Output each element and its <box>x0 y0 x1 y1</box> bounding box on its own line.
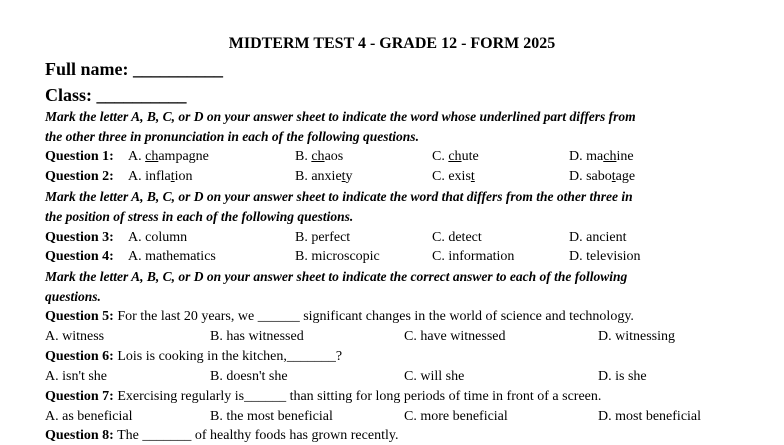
q4-option-a: A. mathematics <box>128 249 216 264</box>
q3-option-a: A. column <box>128 230 188 245</box>
q6-option-d: D. is she <box>598 369 647 384</box>
full-name-field: Full name: __________ <box>45 59 223 79</box>
q2-option-a: A. inflation <box>128 169 193 184</box>
q2-option-c: C. exist <box>432 169 475 184</box>
q3-option-b: B. perfect <box>295 230 351 245</box>
question-label: Question 8: <box>45 428 114 443</box>
class-field: Class: __________ <box>45 85 187 105</box>
question-label: Question 5: <box>45 309 114 324</box>
q7-option-d: D. most beneficial <box>598 409 702 424</box>
question-label: Question 1: <box>45 149 114 164</box>
question-4 <box>45 248 114 266</box>
question-7 <box>45 388 601 406</box>
q4-option-b: B. microscopic <box>295 249 380 264</box>
question-6 <box>45 348 342 366</box>
question-label: Question 2: <box>45 169 114 184</box>
section2-instruction-line2: the position of stress in each of the following questions. <box>45 209 354 224</box>
question-text: The _______ of healthy foods has grown recently. <box>113 428 399 443</box>
question-5 <box>45 308 634 326</box>
q4-option-c: C. information <box>432 249 515 264</box>
q5-option-c: C. have witnessed <box>404 329 506 344</box>
section1-instruction-line1: Mark the letter A, B, C, or D on your answer sheet to indicate the word whose underlined part differs from <box>45 109 636 124</box>
question-3 <box>45 229 114 247</box>
question-text: Exercising regularly is______ than sitting for long periods of time in front of a screen. <box>113 389 602 404</box>
q3-option-d: D. ancient <box>569 230 627 245</box>
question-text: Lois is cooking in the kitchen,_______? <box>113 349 343 364</box>
q1-option-d: D. machine <box>569 149 634 164</box>
page-title: MIDTERM TEST 4 - GRADE 12 - FORM 2025 <box>228 35 556 52</box>
section2-instruction-line1: Mark the letter A, B, C, or D on your answer sheet to indicate the word that differs from the other three in <box>45 189 633 204</box>
question-8 <box>45 427 398 445</box>
question-text: For the last 20 years, we ______ significant changes in the world of science and technology. <box>113 309 634 324</box>
question-2 <box>45 168 114 186</box>
question-label: Question 3: <box>45 230 114 245</box>
section3-instruction-line1: Mark the letter A, B, C, or D on your answer sheet to indicate the correct answer to each of the following <box>45 269 628 284</box>
q5-option-d: D. witnessing <box>598 329 675 344</box>
q6-option-a: A. isn't she <box>45 369 108 384</box>
q5-option-b: B. has witnessed <box>210 329 304 344</box>
q6-option-c: C. will she <box>404 369 465 384</box>
q1-option-c: C. chute <box>432 149 479 164</box>
q1-option-a: A. champagne <box>128 149 209 164</box>
question-label: Question 4: <box>45 249 114 264</box>
q2-option-b: B. anxiety <box>295 169 353 184</box>
question-label: Question 6: <box>45 349 114 364</box>
q6-option-b: B. doesn't she <box>210 369 288 384</box>
q3-option-c: C. detect <box>432 230 482 245</box>
q7-option-a: A. as beneficial <box>45 409 133 424</box>
q7-option-b: B. the most beneficial <box>210 409 333 424</box>
q5-option-a: A. witness <box>45 329 105 344</box>
question-1 <box>45 148 114 166</box>
q4-option-d: D. television <box>569 249 641 264</box>
q2-option-d: D. sabotage <box>569 169 636 184</box>
q1-option-b: B. chaos <box>295 149 344 164</box>
question-label: Question 7: <box>45 389 114 404</box>
section1-instruction-line2: the other three in pronunciation in each of the following questions. <box>45 129 419 144</box>
q7-option-c: C. more beneficial <box>404 409 508 424</box>
section3-instruction-line2: questions. <box>45 289 101 304</box>
